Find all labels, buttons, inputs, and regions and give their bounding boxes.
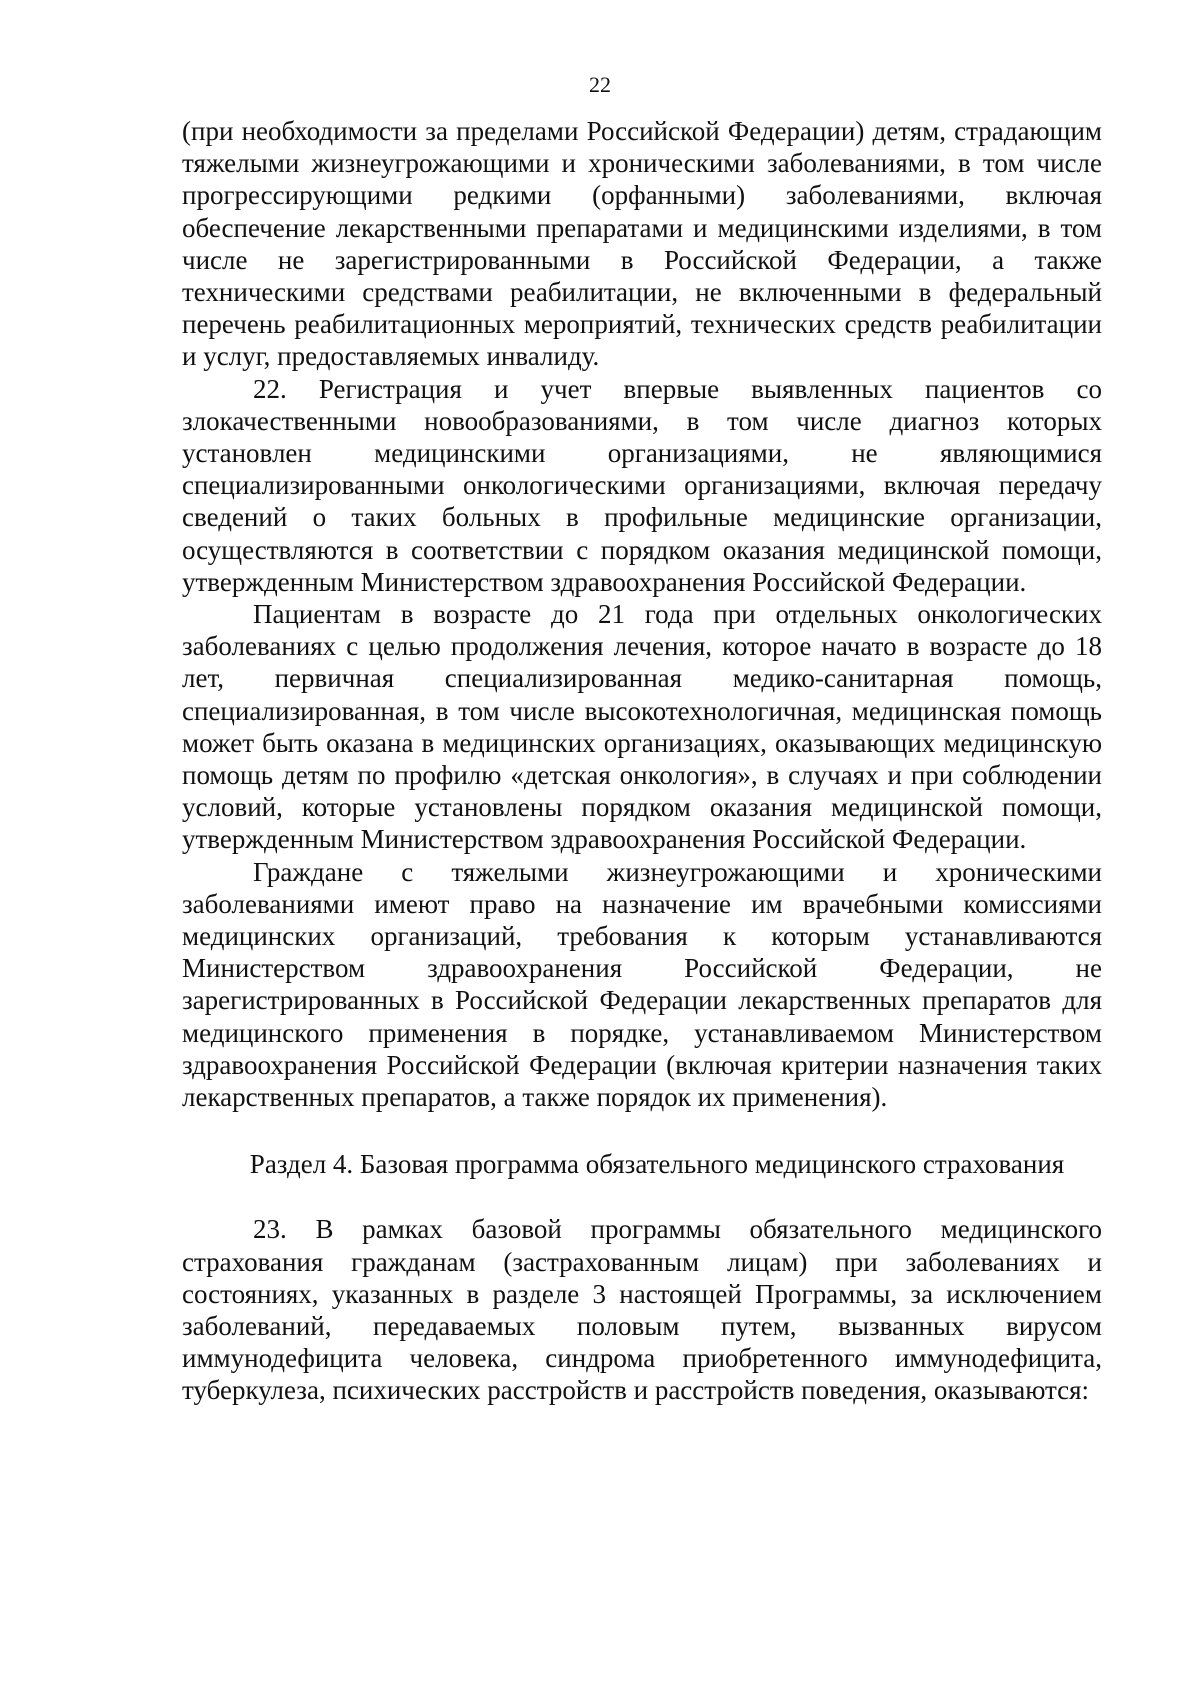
paragraph-22: 22. Регистрация и учет впервые выявленных пациентов со злокачественными новообразованиями, в том числе диагноз которых установлен медицинскими организациями, не являющимися специализированными онкологическими организациями, включая передачу сведений о таких больных в профильные медицинские организации, осуществляются в соответствии с порядком оказания медицинской помощи, утвержденным Министерством здравоохранения Российской Федерации. [182, 373, 1102, 597]
paragraph-patients-under-21: Пациентам в возрасте до 21 года при отдельных онкологических заболеваниях с целью продолжения лечения, которое начато в возрасте до 18 лет, первичная специализированная медико-санитарная помощь, специализированная, в том числе высокотехнологичная, медицинская помощь может быть оказана в медицинских организациях, оказывающих медицинскую помощь детям по профилю «детская онкология», в случаях и при соблюдении условий, которые установлены порядком оказания медицинской помощи, утвержденным Министерством здравоохранения Российской Федерации. [182, 599, 1102, 855]
section-title: Раздел 4. Базовая программа обязательного медицинского страхования [249, 1149, 1065, 1180]
page-number: 22 [589, 72, 611, 97]
paragraph-continuation: (при необходимости за пределами Российской Федерации) детям, страдающим тяжелыми жизнеугрожающими и хроническими заболеваниями, в том числе прогрессирующими редкими (орфанными) заболеваниями, включая обеспечение лекарственными препаратами и медицинскими изделиями, в том числе не зарегистрированными в Российской Федерации, а также техническими средствами реабилитации, не включенными в федеральный перечень реабилитационных мероприятий, технических средств реабилитации и услуг, предоставляемых инвалиду. [182, 116, 1102, 372]
paragraph-citizens-rights: Граждане с тяжелыми жизнеугрожающими и хроническими заболеваниями имеют право на назначение им врачебными комиссиями медицинских организаций, требования к которым устанавливаются Министерством здравоохранения Российской Федерации, не зарегистрированных в Российской Федерации лекарственных препаратов для медицинского применения в порядке, устанавливаемом Министерством здравоохранения Российской Федерации (включая критерии назначения таких лекарственных препаратов, а также порядок их применения). [182, 856, 1102, 1113]
document-body [182, 115, 1102, 1407]
paragraph-23: 23. В рамках базовой программы обязательного медицинского страхования гражданам (застрахованным лицам) при заболеваниях и состояниях, указанных в разделе 3 настоящей Программы, за исключением заболеваний, передаваемых половым путем, вызванных вирусом иммунодефицита человека, синдрома приобретенного иммунодефицита, туберкулеза, психических расстройств и расстройств поведения, оказываются: [182, 1214, 1102, 1406]
